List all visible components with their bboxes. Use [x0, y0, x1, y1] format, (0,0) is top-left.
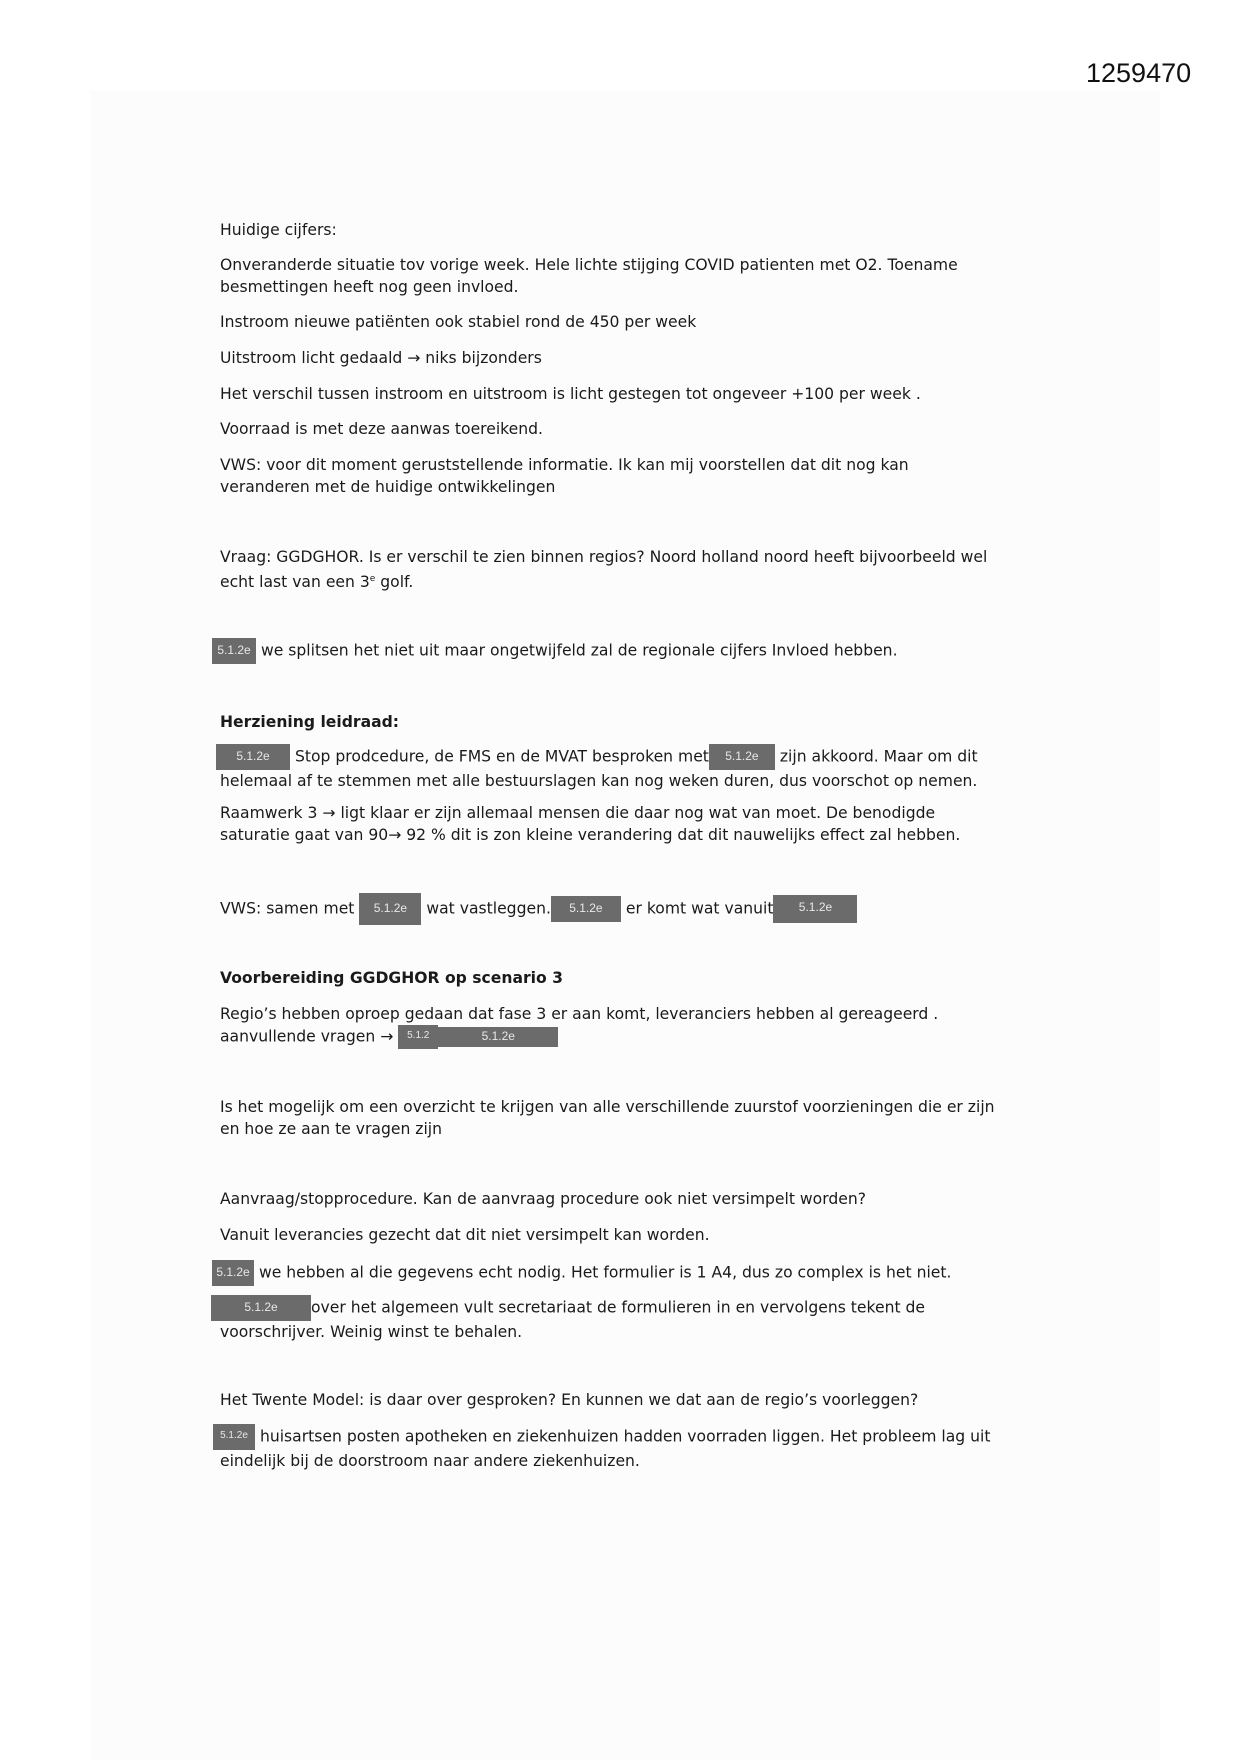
line: er komt wat vanuit: [620, 899, 774, 918]
paragraph: [213, 1424, 990, 1472]
line: voorschrijver. Weinig winst te behalen.: [220, 1323, 523, 1341]
paragraph: Uitstroom licht gedaald → niks bijzonders: [220, 349, 542, 367]
line: we hebben al die gegevens echt nodig. Het formulier is 1 A4, dus zo complex is het niet.: [258, 1263, 952, 1282]
redaction-box: 5.1.2e: [709, 744, 775, 770]
paragraph: [220, 254, 958, 298]
line: zijn akkoord. Maar om dit: [774, 747, 978, 766]
paragraph: Aanvraag/stopprocedure. Kan de aanvraag procedure ook niet versimpelt worden?: [220, 1190, 866, 1208]
section-heading: Voorbereiding GGDGHOR op scenario 3: [220, 969, 564, 987]
redaction-box: 5.1.2: [398, 1025, 438, 1049]
paragraph: [212, 638, 898, 664]
paragraph: [220, 802, 960, 846]
line: echt last van een 3: [220, 573, 370, 592]
paragraph: [216, 744, 978, 792]
line: eindelijk bij de doorstroom naar andere ziekenhuizen.: [220, 1452, 640, 1470]
redaction-box: 5.1.2e: [212, 1260, 254, 1286]
line: over het algemeen vult secretariaat de formulieren in en vervolgens tekent de: [311, 1298, 926, 1317]
redaction-box: 5.1.2e: [438, 1027, 558, 1047]
redaction-box: 5.1.2e: [211, 1295, 311, 1321]
document-number: 1259470: [1086, 58, 1192, 88]
paragraph: [220, 454, 909, 498]
paragraph: Vanuit leverancies gezecht dat dit niet versimpelt kan worden.: [220, 1226, 710, 1244]
paragraph: [212, 1260, 951, 1286]
paragraph: Voorraad is met deze aanwas toereikend.: [220, 420, 543, 438]
line: Vraag: GGDGHOR. Is er verschil te zien binnen regios? Noord holland noord heeft bijvoorbeeld wel: [220, 548, 988, 566]
line: besmettingen heeft nog geen invloed.: [220, 278, 519, 296]
page-background: [90, 90, 1160, 1760]
line: Stop prodcedure, de FMS en de MVAT besproken met: [290, 747, 709, 766]
redaction-box: 5.1.2e: [216, 744, 290, 770]
redaction-box: 5.1.2e: [551, 896, 621, 922]
line: Is het mogelijk om een overzicht te krijgen van alle verschillende zuurstof voorzieningen die er zijn: [220, 1098, 995, 1116]
paragraph: [220, 893, 857, 925]
line: veranderen met de huidige ontwikkelingen: [220, 478, 556, 496]
redaction-box: 5.1.2e: [213, 1424, 255, 1450]
superscript: e: [369, 574, 376, 584]
line: saturatie gaat van 90→ 92 % dit is zon kleine verandering dat dit nauwelijks effect zal hebben.: [220, 826, 961, 844]
line: en hoe ze aan te vragen zijn: [220, 1120, 443, 1138]
paragraph: Het Twente Model: is daar over gesproken? En kunnen we dat aan de regio’s voorleggen?: [220, 1391, 919, 1409]
line: Raamwerk 3 → ligt klaar er zijn allemaal mensen die daar nog wat van moet. De benodigde: [220, 804, 936, 822]
section-heading: Herziening leidraad:: [220, 713, 400, 731]
line: huisartsen posten apotheken en ziekenhuizen hadden voorraden liggen. Het probleem lag uit: [255, 1427, 991, 1446]
line: we splitsen het niet uit maar ongetwijfeld zal de regionale cijfers Invloed hebben.: [260, 641, 898, 660]
line: wat vastleggen.: [426, 899, 551, 918]
line: helemaal af te stemmen met alle bestuurslagen kan nog weken duren, dus voorschot op nemen.: [220, 772, 978, 790]
paragraph: Het verschil tussen instroom en uitstroom is licht gestegen tot ongeveer +100 per week .: [220, 385, 921, 403]
paragraph: [220, 1096, 995, 1140]
line: golf.: [375, 573, 414, 592]
paragraph: [211, 1295, 925, 1343]
paragraph: [220, 1003, 938, 1049]
redaction-box: 5.1.2e: [773, 895, 857, 923]
redaction-box: 5.1.2e: [359, 893, 421, 925]
paragraph: Instroom nieuwe patiënten ook stabiel rond de 450 per week: [220, 313, 697, 331]
line: VWS: samen met: [220, 899, 355, 918]
line: Onveranderde situatie tov vorige week. Hele lichte stijging COVID patienten met O2. Toename: [220, 256, 958, 274]
redaction-box: 5.1.2e: [212, 638, 256, 664]
line: aanvullende vragen →: [220, 1027, 399, 1046]
line: VWS: voor dit moment geruststellende informatie. Ik kan mij voorstellen dat dit nog kan: [220, 456, 909, 474]
line: Regio’s hebben oproep gedaan dat fase 3 er aan komt, leveranciers hebben al gereageerd .: [220, 1005, 939, 1023]
paragraph: [220, 546, 987, 593]
paragraph: Huidige cijfers:: [220, 221, 337, 239]
